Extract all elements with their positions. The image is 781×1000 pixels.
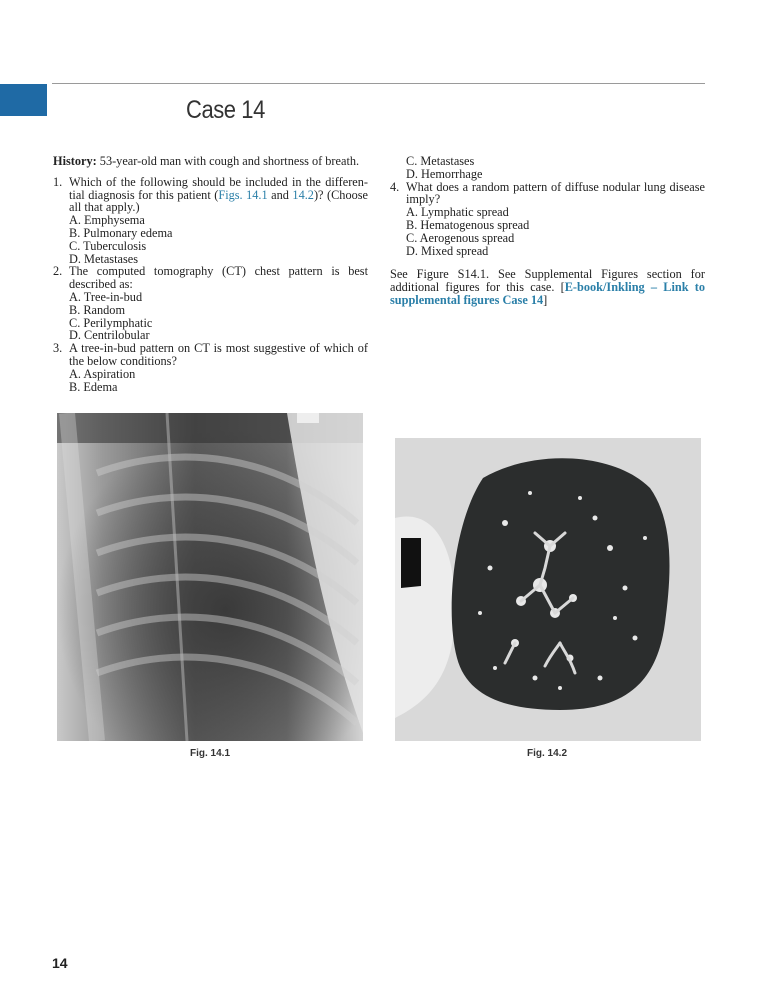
answer-option: B. Edema [69,379,118,394]
question-4 [390,181,705,207]
ct-lung-image [395,438,701,741]
question-text-mid: and [267,187,293,202]
answer-option: C. Tuberculosis [69,238,147,253]
answer-option: B. Hematogenous spread [406,217,530,232]
answer-option: A. Lymphatic spread [406,205,509,220]
answer-option: B. Random [69,302,126,317]
figure-link[interactable]: 14.2 [292,187,314,202]
question-text: What does a random pattern of diffuse nodular lung disease imply? [406,179,705,207]
question-2 [53,265,368,291]
question-number: 3. [53,341,63,356]
question-1 [53,176,368,214]
history-text: 53-year-old man with cough and shortness of breath. [96,154,360,168]
question-text: A tree-in-bud pattern on CT is most suggestive of which of the below conditions? [69,341,368,368]
right-column [390,155,705,307]
answer-option: A. Tree-in-bud [69,289,143,304]
question-number: 1. [53,174,63,189]
question-text-end: )? (Choose all that apply.) [69,187,368,215]
question-number: 4. [390,179,400,194]
answer-option: C. Metastases [406,154,475,168]
figure-caption: Fig. 14.1 [190,748,231,759]
answer-option: A. Aspiration [69,366,136,381]
page-number: 14 [52,955,68,971]
answer-option: C. Perilymphatic [69,315,153,330]
history-label: History: [53,154,97,168]
header-rule [52,83,705,84]
answer-option: D. Metastases [69,251,138,266]
answer-option: A. Emphysema [69,213,145,228]
question-text: The computed tomography (CT) chest pattern is best described as: [69,264,368,292]
question-3 [53,342,368,368]
figure-link[interactable]: Figs. 14.1 [218,187,268,202]
answer-option: C. Aerogenous spread [406,230,515,245]
figure-caption: Fig. 14.2 [527,748,568,759]
chest-xray-image [57,413,363,741]
supplement-note [390,268,705,306]
chapter-tab [0,84,47,116]
question-number: 2. [53,264,63,279]
left-column [53,155,368,393]
supplement-text: See Figure S14.1. See Supplemental Figures section for additional figures for this case. [ [390,267,705,295]
answer-option: D. Mixed spread [406,243,489,258]
page-title: Case 14 [186,96,265,124]
question-text: Which of the following should be included in the differen-tial diagnosis for this patient ( [69,174,368,202]
answer-option: B. Pulmonary edema [69,225,173,240]
supplement-link[interactable]: E-book/Inkling – Link to supplemental figures Case 14 [390,280,705,307]
answer-option: D. Centrilobular [69,328,150,343]
history-line [53,155,368,168]
answer-option: D. Hemorrhage [406,166,483,181]
supplement-close: ] [543,292,548,307]
